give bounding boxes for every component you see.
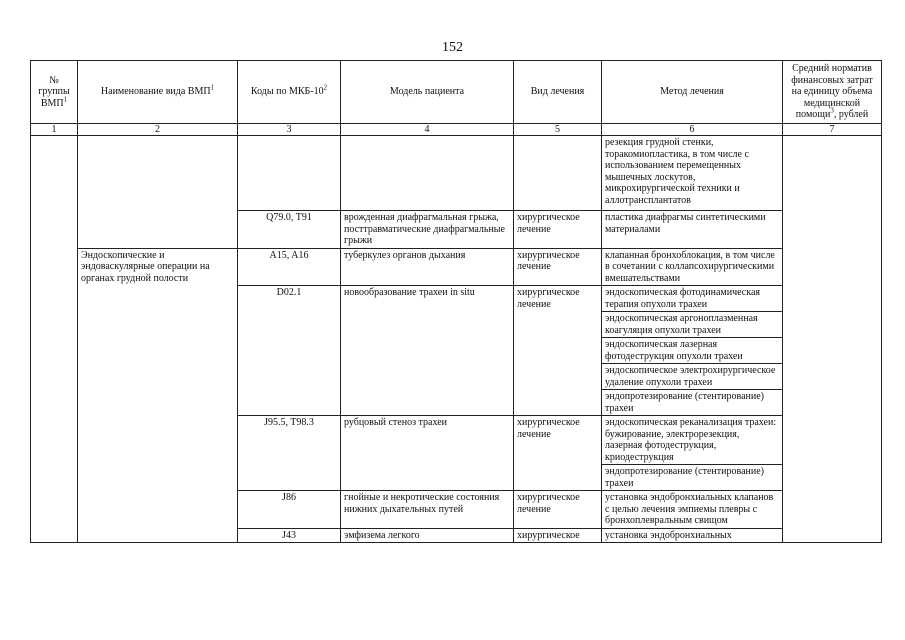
icd-code-cell: A15, A16 [238,248,341,286]
page-number: 152 [442,40,463,55]
column-number: 3 [238,124,341,136]
header-icd-codes: Коды по МКБ-$10^2$ [238,61,341,124]
treatment-method-cell: установка эндобронхиальных клапанов с целью лечения эмпиемы плевры с бронхоплевральным свищом [602,491,783,529]
patient-model-cell: эмфизема легкого [341,528,514,543]
header-group-number: № группы ВМП$^1$ [31,61,78,124]
treatment-type-cell: хирургическое лечение [514,248,602,286]
icd-code-cell: J86 [238,491,341,529]
treatment-method-cell: эндоскопическая фотодинамическая терапия опухоли трахеи [602,286,783,312]
table-row [31,136,882,211]
treatment-method-cell: эндоскопическая реканализация трахеи: бужирование, электрорезекция, лазерная фотодеструкция, криодеструкция [602,416,783,465]
treatment-method-cell: резекция грудной стенки, торакомиопластика, в том числе с использованием перемещенных мышечных лоскутов, микрохирургической техники и аллотрансплантатов [602,136,783,211]
treatment-method-cell: эндоскопическое электрохирургическое удаление опухоли трахеи [602,364,783,390]
vmp-name-cell: Эндоскопические и эндоваскулярные операции на органах грудной полости [78,248,238,543]
vmp-table [30,60,882,543]
cost-cell [783,136,882,543]
header-treatment-method: Метод лечения [602,61,783,124]
header-patient-model: Модель пациента [341,61,514,124]
treatment-type-cell: хирургическое лечение [514,286,602,416]
patient-model-cell: новообразование трахеи in situ [341,286,514,416]
patient-model-cell: гнойные и некротические состояния нижних дыхательных путей [341,491,514,529]
treatment-method-cell: эндопротезирование (стентирование) трахеи [602,465,783,491]
treatment-method-cell: клапанная бронхоблокация, в том числе в сочетании с коллапсохирургическими вмешательствами [602,248,783,286]
column-number: 1 [31,124,78,136]
column-number: 6 [602,124,783,136]
treatment-method-cell: пластика диафрагмы синтетическими материалами [602,211,783,249]
column-number-row [31,124,882,136]
icd-code-cell: J43 [238,528,341,543]
treatment-type-cell: хирургическое лечение [514,416,602,491]
group-number-cell [31,136,78,543]
treatment-method-cell: эндоскопическая лазерная фотодеструкция опухоли трахеи [602,338,783,364]
patient-model-cell: туберкулез органов дыхания [341,248,514,286]
treatment-method-cell: эндопротезирование (стентирование) трахеи [602,390,783,416]
header-vmp-name: Наименование вида ВМП$^1$ [78,61,238,124]
treatment-method-cell: установка эндобронхиальных [602,528,783,543]
icd-code-cell: J95.5, T98.3 [238,416,341,491]
header-treatment-type: Вид лечения [514,61,602,124]
header-row [31,61,882,124]
icd-code-cell: Q79.0, T91 [238,211,341,249]
icd-code-cell [238,136,341,211]
patient-model-cell: рубцовый стеноз трахеи [341,416,514,491]
treatment-type-cell: хирургическое [514,528,602,543]
column-number: 7 [783,124,882,136]
patient-model-cell: врожденная диафрагмальная грыжа, посттравматические диафрагмальные грыжи [341,211,514,249]
vmp-name-cell [78,136,238,249]
treatment-method-cell: эндоскопическая аргоноплазменная коагуляция опухоли трахеи [602,312,783,338]
column-number: 2 [78,124,238,136]
column-number: 4 [341,124,514,136]
column-number: 5 [514,124,602,136]
treatment-type-cell: хирургическое лечение [514,491,602,529]
treatment-type-cell: хирургическое лечение [514,211,602,249]
header-cost-standard: Средний норматив финансовых затрат на единицу объема медицинской помощи$^3$, рублей [783,61,882,124]
table-row [31,248,882,286]
treatment-type-cell [514,136,602,211]
icd-code-cell: D02.1 [238,286,341,416]
patient-model-cell [341,136,514,211]
